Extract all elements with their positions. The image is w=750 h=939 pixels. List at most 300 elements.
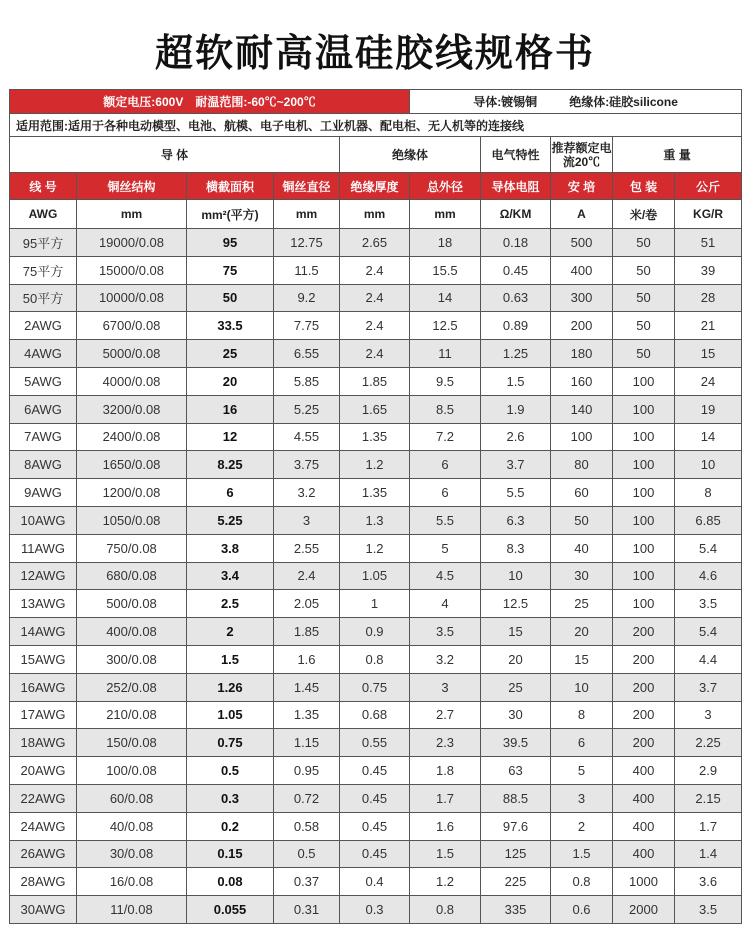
cell-weight-kg: 51 [675, 229, 742, 257]
cell-gauge: 10AWG [10, 506, 77, 534]
cell-gauge: 5AWG [10, 367, 77, 395]
cell-strand-structure: 750/0.08 [77, 534, 187, 562]
cell-outer-diameter: 5.5 [410, 506, 481, 534]
table-row [10, 506, 742, 534]
cell-conductor-resistance: 30 [481, 701, 551, 729]
unit-strand-structure: mm [77, 200, 187, 229]
cell-outer-diameter: 14 [410, 284, 481, 312]
units-row [10, 200, 742, 229]
cell-conductor-resistance: 25 [481, 673, 551, 701]
cell-ampere: 0.8 [551, 868, 613, 896]
unit-gauge: AWG [10, 200, 77, 229]
cell-insulation-thickness: 1.65 [340, 395, 410, 423]
table-row [10, 229, 742, 257]
cell-strand-structure: 10000/0.08 [77, 284, 187, 312]
cell-gauge: 2AWG [10, 312, 77, 340]
cell-strand-structure: 60/0.08 [77, 784, 187, 812]
unit-ampere: A [551, 200, 613, 229]
page-title: 超软耐高温硅胶线规格书 [154, 31, 595, 75]
cell-gauge: 26AWG [10, 840, 77, 868]
cell-cross-section: 0.5 [187, 757, 274, 785]
cell-weight-kg: 19 [675, 395, 742, 423]
cell-outer-diameter: 12.5 [410, 312, 481, 340]
cell-cross-section: 2 [187, 618, 274, 646]
cell-weight-kg: 4.4 [675, 645, 742, 673]
cell-strand-structure: 16/0.08 [77, 868, 187, 896]
cell-conductor-resistance: 335 [481, 896, 551, 924]
cell-ampere: 160 [551, 367, 613, 395]
cell-strand-diameter: 1.15 [274, 729, 340, 757]
table-row [10, 618, 742, 646]
cell-outer-diameter: 18 [410, 229, 481, 257]
group-weight: 重 量 [613, 137, 742, 173]
cell-insulation-thickness: 2.4 [340, 340, 410, 368]
cell-outer-diameter: 4.5 [410, 562, 481, 590]
cell-conductor-resistance: 1.5 [481, 367, 551, 395]
application-scope: 适用范围:适用于各种电动模型、电池、航模、电子电机、工业机器、配电柜、无人机等的连接线 [10, 114, 742, 137]
cell-insulation-thickness: 1.05 [340, 562, 410, 590]
cell-cross-section: 50 [187, 284, 274, 312]
cell-gauge: 75平方 [10, 256, 77, 284]
material-banner [410, 90, 742, 114]
cell-weight-kg: 10 [675, 451, 742, 479]
table-row [10, 701, 742, 729]
unit-package: 米/卷 [613, 200, 675, 229]
header-gauge: 线 号 [10, 173, 77, 200]
cell-gauge: 18AWG [10, 729, 77, 757]
table-row [10, 395, 742, 423]
cell-cross-section: 0.75 [187, 729, 274, 757]
cell-ampere: 5 [551, 757, 613, 785]
cell-gauge: 15AWG [10, 645, 77, 673]
cell-cross-section: 1.5 [187, 645, 274, 673]
cell-insulation-thickness: 1 [340, 590, 410, 618]
cell-strand-structure: 6700/0.08 [77, 312, 187, 340]
cell-insulation-thickness: 2.4 [340, 312, 410, 340]
cell-weight-kg: 3.6 [675, 868, 742, 896]
cell-gauge: 17AWG [10, 701, 77, 729]
cell-gauge: 9AWG [10, 479, 77, 507]
cell-weight-kg: 3 [675, 701, 742, 729]
cell-package: 200 [613, 673, 675, 701]
cell-package: 100 [613, 451, 675, 479]
cell-outer-diameter: 2.7 [410, 701, 481, 729]
cell-insulation-thickness: 1.3 [340, 506, 410, 534]
table-row [10, 284, 742, 312]
cell-strand-structure: 400/0.08 [77, 618, 187, 646]
cell-gauge: 28AWG [10, 868, 77, 896]
banner-row [10, 90, 742, 114]
group-insulation: 绝缘体 [340, 137, 481, 173]
table-row [10, 367, 742, 395]
cell-outer-diameter: 2.3 [410, 729, 481, 757]
cell-conductor-resistance: 20 [481, 645, 551, 673]
header-conductor-resistance: 导体电阻 [481, 173, 551, 200]
cell-ampere: 300 [551, 284, 613, 312]
cell-weight-kg: 2.9 [675, 757, 742, 785]
cell-package: 50 [613, 340, 675, 368]
cell-strand-diameter: 0.72 [274, 784, 340, 812]
table-row [10, 451, 742, 479]
cell-insulation-thickness: 2.65 [340, 229, 410, 257]
cell-ampere: 40 [551, 534, 613, 562]
cell-strand-structure: 4000/0.08 [77, 367, 187, 395]
cell-gauge: 14AWG [10, 618, 77, 646]
cell-outer-diameter: 1.6 [410, 812, 481, 840]
table-row [10, 896, 742, 924]
cell-strand-structure: 40/0.08 [77, 812, 187, 840]
cell-strand-diameter: 4.55 [274, 423, 340, 451]
cell-insulation-thickness: 1.35 [340, 479, 410, 507]
cell-ampere: 100 [551, 423, 613, 451]
cell-package: 400 [613, 840, 675, 868]
cell-outer-diameter: 1.2 [410, 868, 481, 896]
cell-cross-section: 0.2 [187, 812, 274, 840]
cell-weight-kg: 2.25 [675, 729, 742, 757]
cell-ampere: 500 [551, 229, 613, 257]
cell-strand-diameter: 5.85 [274, 367, 340, 395]
cell-cross-section: 0.08 [187, 868, 274, 896]
cell-package: 400 [613, 784, 675, 812]
table-row [10, 562, 742, 590]
cell-strand-diameter: 9.2 [274, 284, 340, 312]
cell-cross-section: 25 [187, 340, 274, 368]
cell-package: 1000 [613, 868, 675, 896]
cell-strand-structure: 680/0.08 [77, 562, 187, 590]
cell-cross-section: 0.055 [187, 896, 274, 924]
cell-weight-kg: 15 [675, 340, 742, 368]
voltage-rating: 额定电压:600V [103, 95, 184, 109]
cell-strand-diameter: 11.5 [274, 256, 340, 284]
cell-conductor-resistance: 0.18 [481, 229, 551, 257]
table-row [10, 479, 742, 507]
cell-cross-section: 12 [187, 423, 274, 451]
cell-package: 50 [613, 229, 675, 257]
cell-package: 50 [613, 312, 675, 340]
cell-outer-diameter: 4 [410, 590, 481, 618]
cell-strand-diameter: 1.6 [274, 645, 340, 673]
cell-strand-diameter: 0.31 [274, 896, 340, 924]
cell-ampere: 60 [551, 479, 613, 507]
header-package: 包 装 [613, 173, 675, 200]
cell-strand-structure: 1050/0.08 [77, 506, 187, 534]
cell-weight-kg: 3.5 [675, 896, 742, 924]
cell-weight-kg: 1.7 [675, 812, 742, 840]
cell-package: 50 [613, 284, 675, 312]
cell-conductor-resistance: 0.89 [481, 312, 551, 340]
cell-strand-diameter: 3.75 [274, 451, 340, 479]
cell-weight-kg: 39 [675, 256, 742, 284]
cell-cross-section: 3.8 [187, 534, 274, 562]
cell-strand-diameter: 5.25 [274, 395, 340, 423]
cell-package: 100 [613, 367, 675, 395]
cell-package: 100 [613, 423, 675, 451]
cell-weight-kg: 21 [675, 312, 742, 340]
header-insulation-thickness: 绝缘厚度 [340, 173, 410, 200]
header-ampere: 安 培 [551, 173, 613, 200]
cell-cross-section: 1.05 [187, 701, 274, 729]
cell-outer-diameter: 1.5 [410, 840, 481, 868]
unit-weight-kg: KG/R [675, 200, 742, 229]
cell-cross-section: 8.25 [187, 451, 274, 479]
group-header-row [10, 137, 742, 173]
table-row [10, 757, 742, 785]
cell-gauge: 95平方 [10, 229, 77, 257]
cell-ampere: 25 [551, 590, 613, 618]
cell-ampere: 30 [551, 562, 613, 590]
cell-conductor-resistance: 225 [481, 868, 551, 896]
cell-package: 2000 [613, 896, 675, 924]
cell-strand-diameter: 6.55 [274, 340, 340, 368]
cell-strand-diameter: 0.37 [274, 868, 340, 896]
cell-cross-section: 33.5 [187, 312, 274, 340]
cell-package: 400 [613, 812, 675, 840]
cell-cross-section: 3.4 [187, 562, 274, 590]
cell-outer-diameter: 1.7 [410, 784, 481, 812]
cell-strand-diameter: 0.5 [274, 840, 340, 868]
cell-strand-diameter: 3.2 [274, 479, 340, 507]
cell-weight-kg: 3.7 [675, 673, 742, 701]
cell-outer-diameter: 11 [410, 340, 481, 368]
cell-strand-diameter: 1.85 [274, 618, 340, 646]
cell-cross-section: 1.26 [187, 673, 274, 701]
unit-cross-section: mm²(平方) [187, 200, 274, 229]
cell-gauge: 4AWG [10, 340, 77, 368]
cell-package: 100 [613, 534, 675, 562]
cell-weight-kg: 3.5 [675, 590, 742, 618]
cell-gauge: 16AWG [10, 673, 77, 701]
cell-weight-kg: 6.85 [675, 506, 742, 534]
cell-outer-diameter: 0.8 [410, 896, 481, 924]
cell-strand-structure: 11/0.08 [77, 896, 187, 924]
cell-strand-diameter: 12.75 [274, 229, 340, 257]
cell-insulation-thickness: 1.85 [340, 367, 410, 395]
header-weight-kg: 公斤 [675, 173, 742, 200]
cell-strand-structure: 300/0.08 [77, 645, 187, 673]
header-strand-diameter: 铜丝直径 [274, 173, 340, 200]
cell-ampere: 10 [551, 673, 613, 701]
cell-insulation-thickness: 0.3 [340, 896, 410, 924]
cell-ampere: 50 [551, 506, 613, 534]
cell-gauge: 20AWG [10, 757, 77, 785]
cell-strand-structure: 30/0.08 [77, 840, 187, 868]
cell-cross-section: 6 [187, 479, 274, 507]
cell-strand-structure: 15000/0.08 [77, 256, 187, 284]
cell-cross-section: 0.15 [187, 840, 274, 868]
cell-outer-diameter: 9.5 [410, 367, 481, 395]
cell-cross-section: 2.5 [187, 590, 274, 618]
cell-strand-diameter: 1.45 [274, 673, 340, 701]
cell-outer-diameter: 1.8 [410, 757, 481, 785]
table-row [10, 256, 742, 284]
cell-ampere: 2 [551, 812, 613, 840]
column-header-row [10, 173, 742, 200]
cell-ampere: 80 [551, 451, 613, 479]
cell-gauge: 13AWG [10, 590, 77, 618]
cell-conductor-resistance: 39.5 [481, 729, 551, 757]
cell-conductor-resistance: 6.3 [481, 506, 551, 534]
table-row [10, 868, 742, 896]
unit-conductor-resistance: Ω/KM [481, 200, 551, 229]
temperature-range: 耐温范围:-60℃~200℃ [195, 95, 316, 109]
cell-weight-kg: 14 [675, 423, 742, 451]
table-row [10, 673, 742, 701]
cell-strand-structure: 19000/0.08 [77, 229, 187, 257]
cell-outer-diameter: 8.5 [410, 395, 481, 423]
cell-conductor-resistance: 88.5 [481, 784, 551, 812]
cell-weight-kg: 8 [675, 479, 742, 507]
cell-insulation-thickness: 0.8 [340, 645, 410, 673]
cell-conductor-resistance: 63 [481, 757, 551, 785]
cell-gauge: 7AWG [10, 423, 77, 451]
cell-conductor-resistance: 0.63 [481, 284, 551, 312]
cell-conductor-resistance: 97.6 [481, 812, 551, 840]
cell-strand-diameter: 0.58 [274, 812, 340, 840]
cell-ampere: 400 [551, 256, 613, 284]
cell-weight-kg: 24 [675, 367, 742, 395]
cell-package: 100 [613, 479, 675, 507]
cell-conductor-resistance: 8.3 [481, 534, 551, 562]
cell-cross-section: 95 [187, 229, 274, 257]
cell-package: 100 [613, 590, 675, 618]
table-row [10, 840, 742, 868]
cell-ampere: 0.6 [551, 896, 613, 924]
cell-outer-diameter: 3 [410, 673, 481, 701]
cell-strand-structure: 150/0.08 [77, 729, 187, 757]
header-cross-section: 横截面积 [187, 173, 274, 200]
cell-outer-diameter: 7.2 [410, 423, 481, 451]
cell-insulation-thickness: 1.2 [340, 534, 410, 562]
cell-insulation-thickness: 0.45 [340, 840, 410, 868]
cell-outer-diameter: 15.5 [410, 256, 481, 284]
cell-cross-section: 16 [187, 395, 274, 423]
table-row [10, 534, 742, 562]
cell-weight-kg: 28 [675, 284, 742, 312]
cell-cross-section: 75 [187, 256, 274, 284]
cell-strand-diameter: 1.35 [274, 701, 340, 729]
cell-package: 200 [613, 645, 675, 673]
cell-insulation-thickness: 1.2 [340, 451, 410, 479]
cell-insulation-thickness: 0.45 [340, 784, 410, 812]
cell-outer-diameter: 3.2 [410, 645, 481, 673]
cell-strand-structure: 252/0.08 [77, 673, 187, 701]
cell-conductor-resistance: 10 [481, 562, 551, 590]
cell-strand-diameter: 2.4 [274, 562, 340, 590]
cell-package: 200 [613, 729, 675, 757]
cell-cross-section: 5.25 [187, 506, 274, 534]
unit-insulation-thickness: mm [340, 200, 410, 229]
cell-gauge: 22AWG [10, 784, 77, 812]
cell-gauge: 6AWG [10, 395, 77, 423]
cell-cross-section: 20 [187, 367, 274, 395]
cell-strand-structure: 2400/0.08 [77, 423, 187, 451]
cell-conductor-resistance: 1.9 [481, 395, 551, 423]
cell-strand-structure: 500/0.08 [77, 590, 187, 618]
cell-gauge: 30AWG [10, 896, 77, 924]
cell-insulation-thickness: 0.4 [340, 868, 410, 896]
table-row [10, 312, 742, 340]
cell-conductor-resistance: 0.45 [481, 256, 551, 284]
cell-gauge: 24AWG [10, 812, 77, 840]
header-strand-structure: 铜丝结构 [77, 173, 187, 200]
cell-gauge: 8AWG [10, 451, 77, 479]
cell-ampere: 20 [551, 618, 613, 646]
insulation-material: 绝缘体:硅胶silicone [569, 95, 678, 109]
cell-weight-kg: 1.4 [675, 840, 742, 868]
table-row [10, 340, 742, 368]
cell-outer-diameter: 5 [410, 534, 481, 562]
cell-insulation-thickness: 0.75 [340, 673, 410, 701]
cell-outer-diameter: 3.5 [410, 618, 481, 646]
spec-sheet [9, 89, 741, 924]
cell-insulation-thickness: 0.68 [340, 701, 410, 729]
cell-ampere: 8 [551, 701, 613, 729]
table-row [10, 423, 742, 451]
cell-weight-kg: 5.4 [675, 618, 742, 646]
cell-package: 400 [613, 757, 675, 785]
cell-ampere: 200 [551, 312, 613, 340]
cell-weight-kg: 4.6 [675, 562, 742, 590]
table-row [10, 729, 742, 757]
cell-ampere: 15 [551, 645, 613, 673]
cell-package: 200 [613, 618, 675, 646]
cell-strand-structure: 100/0.08 [77, 757, 187, 785]
cell-insulation-thickness: 1.35 [340, 423, 410, 451]
cell-strand-diameter: 7.75 [274, 312, 340, 340]
cell-strand-diameter: 2.05 [274, 590, 340, 618]
table-row [10, 784, 742, 812]
rating-banner [10, 90, 410, 114]
cell-strand-diameter: 0.95 [274, 757, 340, 785]
cell-outer-diameter: 6 [410, 451, 481, 479]
cell-strand-diameter: 3 [274, 506, 340, 534]
unit-outer-diameter: mm [410, 200, 481, 229]
cell-gauge: 11AWG [10, 534, 77, 562]
scope-row [10, 114, 742, 137]
cell-package: 50 [613, 256, 675, 284]
group-electrical: 电气特性 [481, 137, 551, 173]
cell-strand-structure: 5000/0.08 [77, 340, 187, 368]
cell-outer-diameter: 6 [410, 479, 481, 507]
cell-conductor-resistance: 125 [481, 840, 551, 868]
cell-insulation-thickness: 0.9 [340, 618, 410, 646]
cell-conductor-resistance: 1.25 [481, 340, 551, 368]
spec-table [9, 89, 742, 924]
cell-insulation-thickness: 0.45 [340, 757, 410, 785]
cell-strand-structure: 1200/0.08 [77, 479, 187, 507]
cell-insulation-thickness: 0.55 [340, 729, 410, 757]
cell-package: 100 [613, 395, 675, 423]
cell-strand-diameter: 2.55 [274, 534, 340, 562]
group-conductor: 导 体 [10, 137, 340, 173]
cell-ampere: 180 [551, 340, 613, 368]
table-row [10, 645, 742, 673]
cell-conductor-resistance: 15 [481, 618, 551, 646]
cell-ampere: 3 [551, 784, 613, 812]
cell-insulation-thickness: 2.4 [340, 256, 410, 284]
cell-package: 200 [613, 701, 675, 729]
table-row [10, 812, 742, 840]
cell-weight-kg: 2.15 [675, 784, 742, 812]
cell-insulation-thickness: 0.45 [340, 812, 410, 840]
cell-conductor-resistance: 3.7 [481, 451, 551, 479]
cell-conductor-resistance: 5.5 [481, 479, 551, 507]
cell-weight-kg: 5.4 [675, 534, 742, 562]
table-row [10, 590, 742, 618]
cell-strand-structure: 210/0.08 [77, 701, 187, 729]
cell-strand-structure: 3200/0.08 [77, 395, 187, 423]
group-current: 推荐额定电流20℃ [551, 137, 613, 173]
